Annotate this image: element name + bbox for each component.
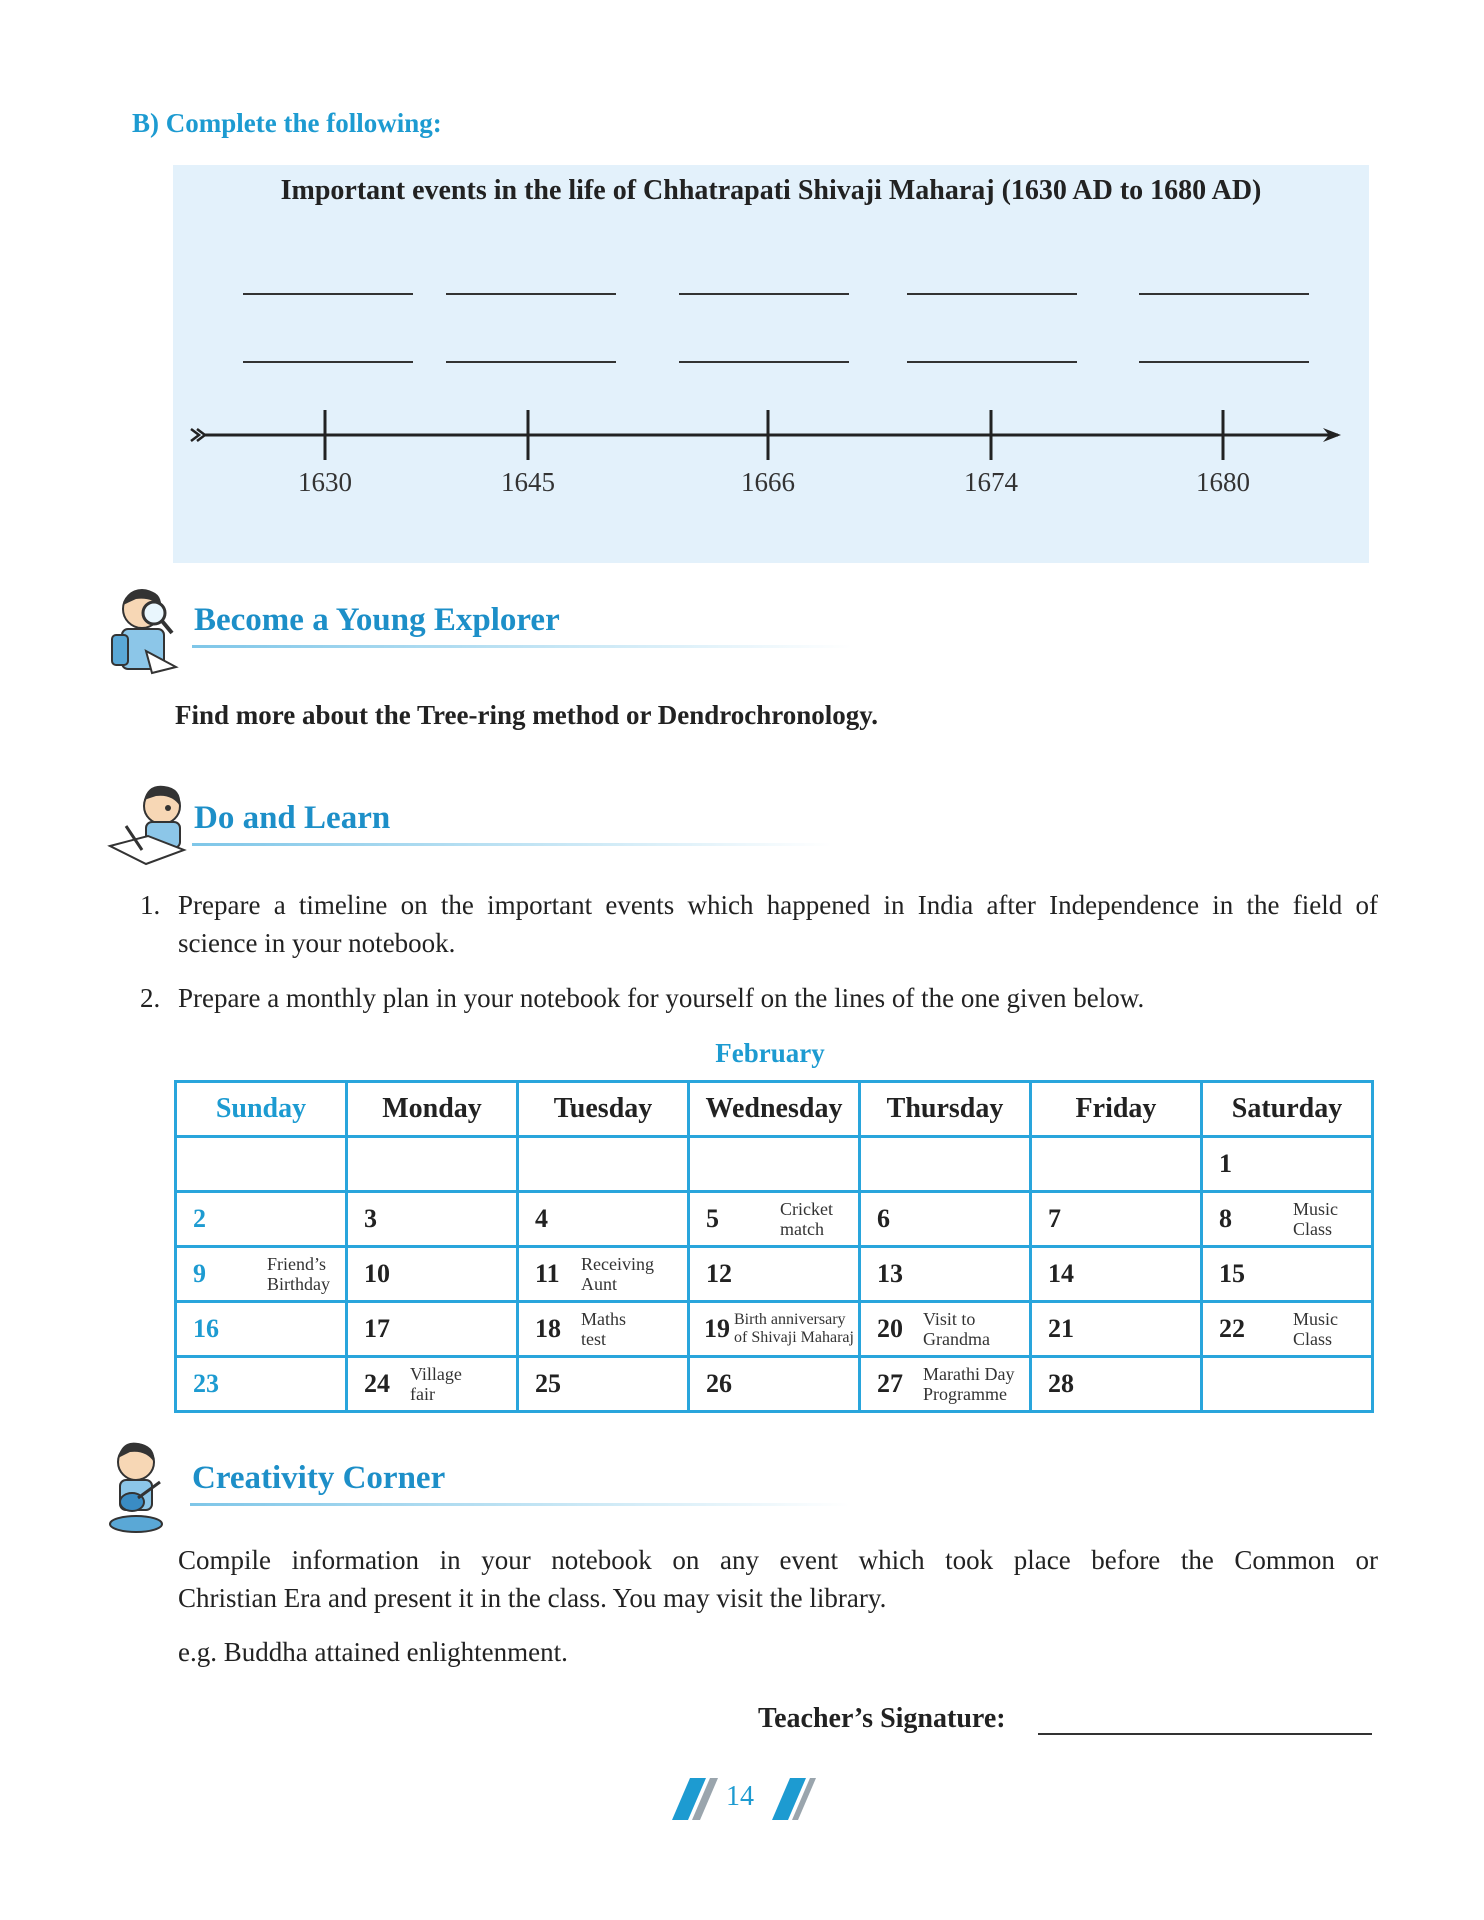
teacher-signature-line[interactable]: [1038, 1733, 1372, 1735]
calendar-cell: [689, 1247, 860, 1302]
day-number: 3: [364, 1204, 377, 1233]
do-learn-heading-underline: [192, 843, 832, 846]
answer-line[interactable]: [1139, 293, 1309, 295]
section-b-title: B) Complete the following:: [132, 108, 442, 138]
calendar-week-row: [176, 1192, 1373, 1247]
timeline-year-label: 1674: [964, 467, 1018, 497]
calendar-cell: [176, 1247, 347, 1302]
calendar-week-row: [176, 1357, 1373, 1412]
calendar-cell: [1202, 1357, 1373, 1412]
calendar-cell: [518, 1192, 689, 1247]
do-learn-item-1-line-2: science in your notebook.: [178, 928, 456, 958]
calendar-cell: [860, 1247, 1031, 1302]
writing-boy-icon: [106, 782, 188, 870]
day-number: 17: [364, 1314, 390, 1343]
calendar-cell: [1031, 1137, 1202, 1192]
day-number: 9: [193, 1259, 206, 1288]
calendar-week-row: [176, 1302, 1373, 1357]
calendar-cell: [1202, 1137, 1373, 1192]
day-header: Saturday: [1202, 1082, 1373, 1137]
calendar-cell: [176, 1192, 347, 1247]
day-number: 26: [706, 1369, 732, 1398]
creativity-line-1: Compile information in your notebook on any event which took place before the Common or: [178, 1545, 1378, 1575]
answer-line[interactable]: [243, 361, 413, 363]
explorer-boy-icon: [106, 585, 180, 677]
calendar-cell: [860, 1137, 1031, 1192]
calendar-cell: [1031, 1192, 1202, 1247]
day-number: 16: [193, 1314, 219, 1343]
day-note: Birth anniversary of Shivaji Maharaj: [734, 1311, 854, 1346]
timeline-year-label: 1666: [741, 467, 795, 497]
day-note: Cricket match: [780, 1199, 833, 1239]
timeline-box: [173, 165, 1369, 563]
day-number: 25: [535, 1369, 561, 1398]
day-number: 7: [1048, 1204, 1061, 1233]
timeline-axis: [173, 405, 1369, 465]
calendar-cell: [860, 1192, 1031, 1247]
creativity-heading: Creativity Corner: [192, 1460, 446, 1496]
day-note: Receiving Aunt: [581, 1254, 654, 1294]
calendar-cell: [860, 1357, 1031, 1412]
day-number: 28: [1048, 1369, 1074, 1398]
answer-line[interactable]: [907, 361, 1077, 363]
calendar-cell: [1031, 1302, 1202, 1357]
calendar-cell: [176, 1357, 347, 1412]
calendar-cell: [689, 1357, 860, 1412]
answer-line[interactable]: [243, 293, 413, 295]
explorer-heading: Become a Young Explorer: [194, 602, 560, 638]
calendar-cell: [518, 1247, 689, 1302]
calendar-cell: [1031, 1357, 1202, 1412]
day-note: Visit to Grandma: [923, 1309, 990, 1349]
timeline-year-label: 1630: [298, 467, 352, 497]
calendar-cell: [518, 1357, 689, 1412]
answer-line[interactable]: [907, 293, 1077, 295]
calendar-cell: [689, 1137, 860, 1192]
calendar-cell: [176, 1137, 347, 1192]
calendar-cell: [347, 1192, 518, 1247]
do-learn-item-1-number: 1.: [140, 890, 161, 920]
day-number: 5: [706, 1204, 719, 1233]
answer-line[interactable]: [446, 361, 616, 363]
calendar-cell: [1202, 1247, 1373, 1302]
day-number: 12: [706, 1259, 732, 1288]
day-note: Music Class: [1293, 1199, 1338, 1239]
calendar-cell: [1202, 1192, 1373, 1247]
day-note: Maths test: [581, 1309, 626, 1349]
answer-line[interactable]: [679, 361, 849, 363]
creativity-heading-underline: [190, 1503, 850, 1506]
calendar-table: [174, 1080, 1374, 1413]
do-learn-heading: Do and Learn: [194, 800, 391, 836]
day-note: Friend’s Birthday: [267, 1254, 330, 1294]
day-number: 11: [535, 1259, 560, 1288]
day-note: Music Class: [1293, 1309, 1338, 1349]
calendar-cell: [347, 1247, 518, 1302]
day-number: 23: [193, 1369, 219, 1398]
day-number: 13: [877, 1259, 903, 1288]
calendar-cell: [176, 1302, 347, 1357]
calendar-cell: [689, 1192, 860, 1247]
day-header: Wednesday: [689, 1082, 860, 1137]
explorer-text: Find more about the Tree-ring method or Dendrochronology.: [175, 700, 879, 730]
explorer-heading-underline: [192, 645, 852, 648]
calendar-week-row: [176, 1137, 1373, 1192]
day-number: 1: [1219, 1149, 1232, 1178]
teacher-signature-label: Teacher’s Signature:: [758, 1703, 1006, 1734]
calendar-cell: [347, 1137, 518, 1192]
day-number: 18: [535, 1314, 561, 1343]
day-number: 15: [1219, 1259, 1245, 1288]
day-number: 21: [1048, 1314, 1074, 1343]
calendar-week-row: [176, 1247, 1373, 1302]
day-number: 8: [1219, 1204, 1232, 1233]
calendar-cell: [1031, 1247, 1202, 1302]
guitar-boy-icon: [106, 1440, 166, 1534]
day-number: 19: [704, 1314, 730, 1343]
day-header: Friday: [1031, 1082, 1202, 1137]
timeline-title: Important events in the life of Chhatrapati Shivaji Maharaj (1630 AD to 1680 AD): [280, 175, 1262, 206]
day-header: Tuesday: [518, 1082, 689, 1137]
calendar-cell: [347, 1302, 518, 1357]
answer-line[interactable]: [679, 293, 849, 295]
day-number: 20: [877, 1314, 903, 1343]
day-header: Thursday: [860, 1082, 1031, 1137]
answer-line[interactable]: [1139, 361, 1309, 363]
do-learn-item-2-text: Prepare a monthly plan in your notebook for yourself on the lines of the one given below.: [178, 983, 1145, 1013]
timeline-year-label: 1645: [501, 467, 555, 497]
calendar-cell: [689, 1302, 860, 1357]
do-learn-item-2-number: 2.: [140, 983, 161, 1013]
creativity-example: e.g. Buddha attained enlightenment.: [178, 1637, 568, 1667]
day-number: 27: [877, 1369, 903, 1398]
timeline-year-label: 1680: [1196, 467, 1250, 497]
day-header: Monday: [347, 1082, 518, 1137]
calendar-month-title: February: [715, 1038, 825, 1068]
day-header: Sunday: [176, 1082, 347, 1137]
page-number: 14: [726, 1781, 754, 1812]
day-number: 14: [1048, 1259, 1074, 1288]
calendar-header-row: [176, 1082, 1373, 1137]
calendar-cell: [518, 1302, 689, 1357]
day-note: Village fair: [410, 1364, 462, 1404]
creativity-line-2: Christian Era and present it in the class. You may visit the library.: [178, 1583, 887, 1613]
answer-line[interactable]: [446, 293, 616, 295]
calendar-cell: [1202, 1302, 1373, 1357]
day-number: 22: [1219, 1314, 1245, 1343]
day-note: Marathi Day Programme: [923, 1364, 1015, 1404]
day-number: 6: [877, 1204, 890, 1233]
day-number: 24: [364, 1369, 390, 1398]
day-number: 2: [193, 1204, 206, 1233]
calendar-cell: [518, 1137, 689, 1192]
day-number: 10: [364, 1259, 390, 1288]
calendar-cell: [347, 1357, 518, 1412]
calendar-cell: [860, 1302, 1031, 1357]
do-learn-item-1-line-1: Prepare a timeline on the important events which happened in India after Independence in the field of: [178, 890, 1378, 920]
day-number: 4: [535, 1204, 548, 1233]
